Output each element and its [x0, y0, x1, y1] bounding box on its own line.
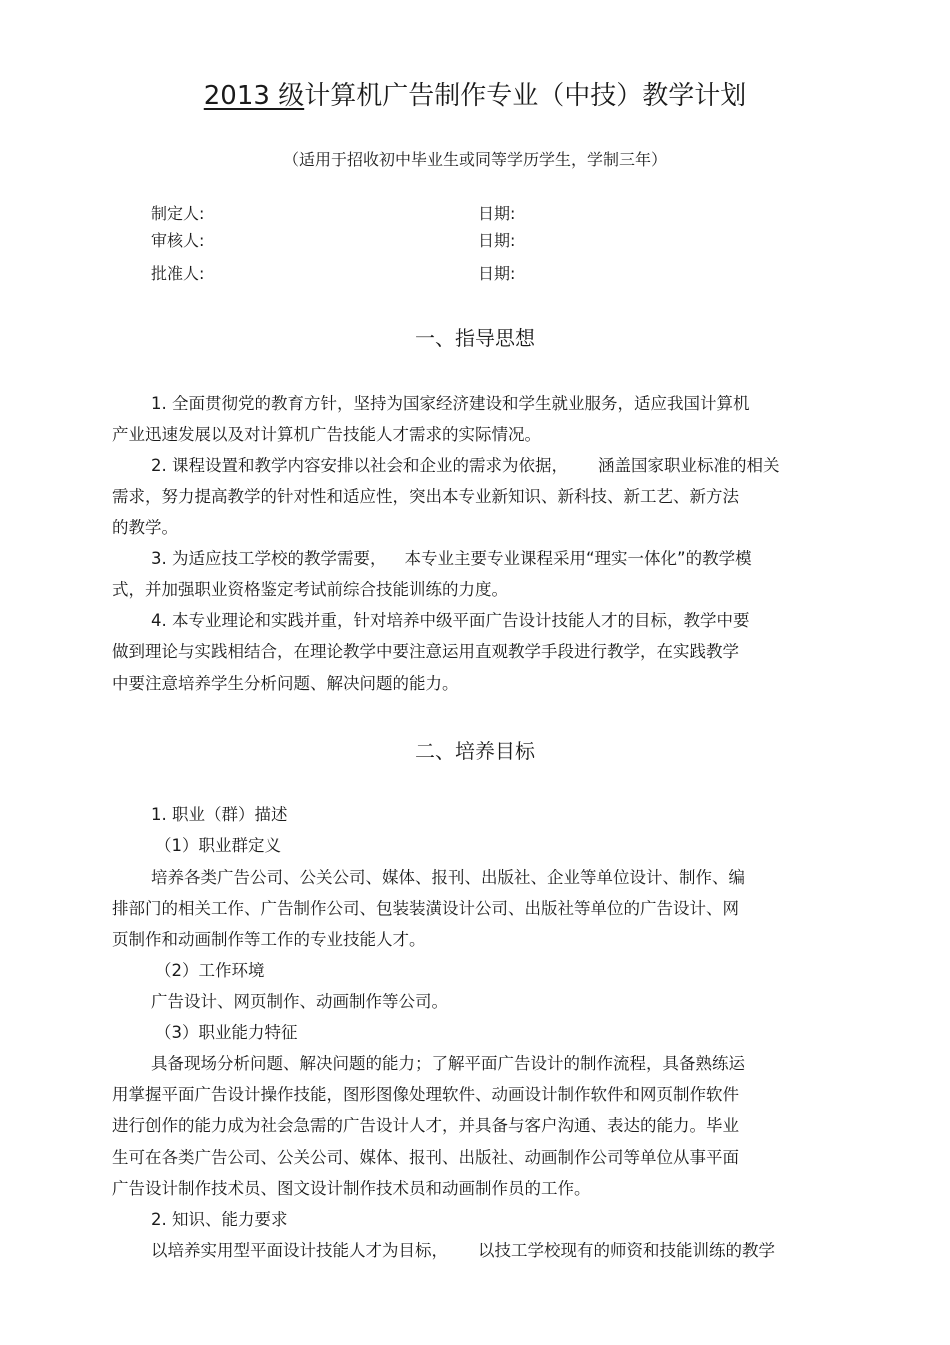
paragraph-line: 做到理论与实践相结合，在理论教学中要注意运用直观教学手段进行教学，在实践教学: [112, 642, 739, 661]
paragraph-line: （1）职业群定义: [155, 836, 281, 855]
paragraph-line: [151, 454, 780, 478]
paragraph-line: 页制作和动画制作等工作的专业技能人才。: [112, 930, 426, 949]
paragraph-line: 2. 知识、能力要求: [151, 1210, 288, 1229]
sig-date-reviewer: 日期:: [478, 231, 516, 250]
paragraph-line: 具备现场分析问题、解决问题的能力；了解平面广告设计的制作流程，具备熟练运: [151, 1054, 745, 1073]
paragraph-line: 中要注意培养学生分析问题、解决问题的能力。: [112, 674, 459, 693]
paragraph-line: [151, 547, 752, 571]
paragraph-line: （2）工作环境: [155, 961, 265, 980]
paragraph-segment: 2. 课程设置和教学内容安排以社会和企业的需求为依据，: [151, 456, 568, 475]
paragraph-segment: 3. 为适应技工学校的教学需要，: [151, 549, 387, 568]
paragraph-line: 式，并加强职业资格鉴定考试前综合技能训练的力度。: [112, 580, 508, 599]
sig-date-drafter: 日期:: [478, 204, 516, 223]
title-text: 计算机广告制作专业（中技）教学计划: [304, 81, 747, 111]
paragraph-line: 广告设计、网页制作、动画制作等公司。: [151, 992, 448, 1011]
title-year: 2013 级: [203, 81, 305, 111]
paragraph-line: 1. 全面贯彻党的教育方针，坚持为国家经济建设和学生就业服务，适应我国计算机: [151, 394, 750, 413]
paragraph-line: 生可在各类广告公司、公关公司、媒体、报刊、出版社、动画制作公司等单位从事平面: [112, 1148, 739, 1167]
document-subtitle: （适用于招收初中毕业生或同等学历学生，学制三年）: [282, 150, 667, 169]
paragraph-line: 培养各类广告公司、公关公司、媒体、报刊、出版社、企业等单位设计、制作、编: [151, 868, 745, 887]
paragraph-line: 需求，努力提高教学的针对性和适应性，突出本专业新知识、新科技、新工艺、新方法: [112, 487, 739, 506]
section-heading-training-goals: 二、培养目标: [415, 739, 535, 763]
sig-role-reviewer: 审核人:: [151, 231, 205, 250]
paragraph-line: 1. 职业（群）描述: [151, 805, 288, 824]
paragraph-segment: 本专业主要专业课程采用“理实一体化”的教学模: [404, 549, 752, 568]
paragraph-segment: 涵盖国家职业标准的相关: [598, 456, 780, 475]
sig-role-approver: 批准人:: [151, 264, 205, 283]
paragraph-line: （3）职业能力特征: [155, 1023, 298, 1042]
paragraph-segment: 以培养实用型平面设计技能人才为目标，: [151, 1241, 448, 1260]
paragraph-line: 4. 本专业理论和实践并重，针对培养中级平面广告设计技能人才的目标，教学中要: [151, 611, 750, 630]
paragraph-line: 排部门的相关工作、广告制作公司、包装装潢设计公司、出版社等单位的广告设计、网: [112, 899, 739, 918]
paragraph-segment: 以技工学校现有的师资和技能训练的教学: [478, 1241, 775, 1260]
sig-date-approver: 日期:: [478, 264, 516, 283]
section-heading-guiding-ideology: 一、指导思想: [415, 326, 535, 350]
paragraph-line: 广告设计制作技术员、图文设计制作技术员和动画制作员的工作。: [112, 1179, 591, 1198]
sig-role-drafter: 制定人:: [151, 204, 205, 223]
paragraph-line: 进行创作的能力成为社会急需的广告设计人才，并具备与客户沟通、表达的能力。毕业: [112, 1116, 739, 1135]
paragraph-line: 产业迅速发展以及对计算机广告技能人才需求的实际情况。: [112, 425, 541, 444]
paragraph-line: 用掌握平面广告设计操作技能，图形图像处理软件、动画设计制作软件和网页制作软件: [112, 1085, 739, 1104]
document-title: [0, 78, 950, 114]
paragraph-line: [151, 1239, 775, 1263]
paragraph-line: 的教学。: [112, 518, 178, 537]
